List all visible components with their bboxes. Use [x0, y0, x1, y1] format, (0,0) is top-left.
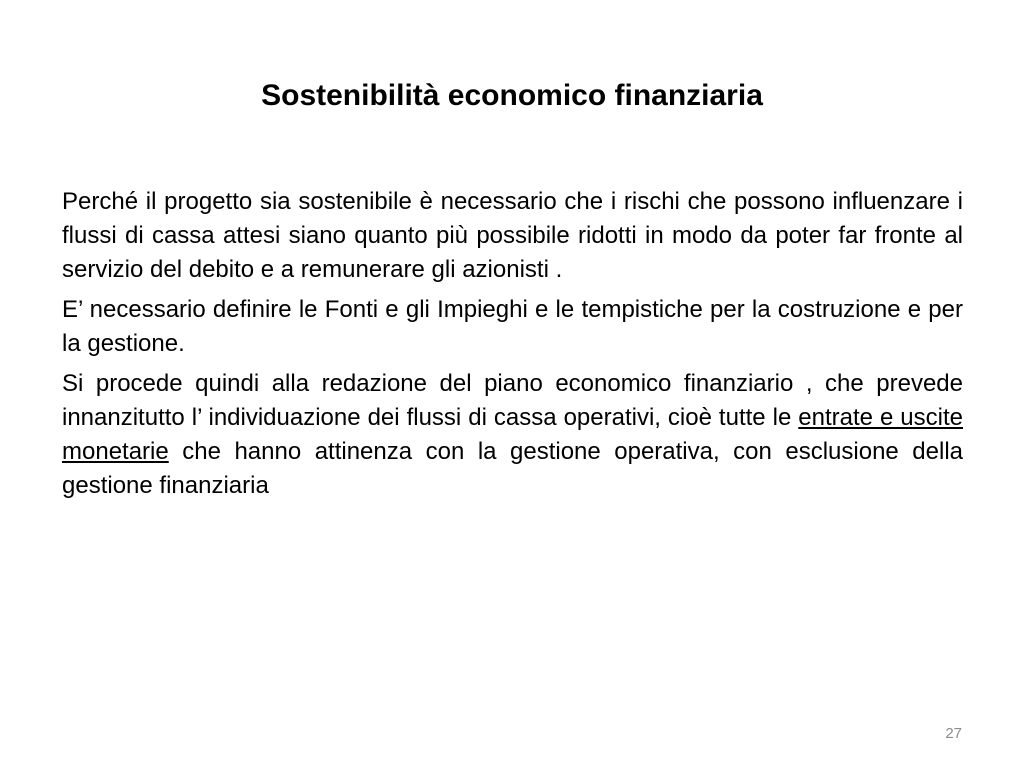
paragraph-financial-plan-text-after: che hanno attinenza con la gestione operativa, con esclusione della gestione finanziaria — [62, 438, 963, 499]
paragraph-financial-plan — [62, 367, 963, 503]
page-number: 27 — [945, 725, 962, 742]
slide-title: Sostenibilità economico finanziaria — [261, 79, 763, 112]
slide-body — [62, 185, 963, 509]
paragraph-sources-uses: E’ necessario definire le Fonti e gli Impieghi e le tempistiche per la costruzione e per la gestione. — [62, 296, 963, 357]
paragraph-sustainability: Perché il progetto sia sostenibile è necessario che i rischi che possono influenzare i flussi di cassa attesi siano quanto più possibile ridotti in modo da poter far fronte al servizio del debito e a remunerare gli azionisti . — [62, 188, 963, 283]
underlined-term-cash-flows: entrate e uscite monetarie — [62, 404, 963, 465]
paragraph-financial-plan-text-before: Si procede quindi alla redazione del piano economico finanziario , che prevede innanzitutto l’ individuazione dei flussi di cassa operativi, cioè tutte le — [62, 370, 963, 431]
